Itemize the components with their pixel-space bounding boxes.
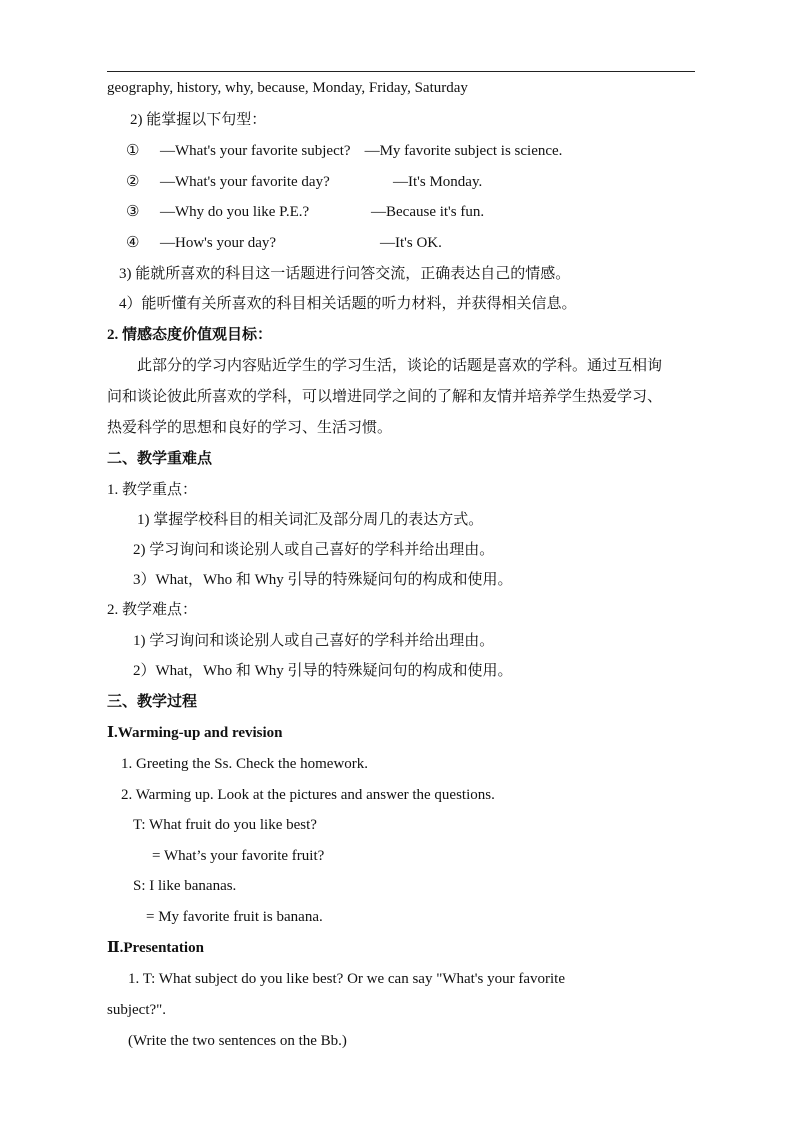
dialog-line-3: S: I like bananas. bbox=[133, 878, 237, 894]
pattern-answer: —My favorite subject is science. bbox=[364, 143, 563, 159]
goal-2-title: 2. 情感态度价值观目标： bbox=[107, 327, 273, 343]
pattern-number: ③ bbox=[126, 204, 140, 220]
difficult-point-2: 2）What，Who 和 Why 引导的特殊疑问句的构成和使用。 bbox=[133, 663, 513, 679]
vocab-line: geography, history, why, because, Monday, Friday, Saturday bbox=[107, 80, 468, 96]
pattern-number: ④ bbox=[126, 235, 140, 251]
pattern-number: ① bbox=[126, 143, 140, 159]
pattern-answer: —Because it's fun. bbox=[371, 204, 485, 220]
pattern-answer: —It's OK. bbox=[380, 235, 442, 251]
header-rule bbox=[107, 71, 695, 72]
goal-2-paragraph-line-2: 问和谈论彼此所喜欢的学科，可以增进同学之间的了解和友情并培养学生热爱学习、 bbox=[107, 389, 663, 405]
dialog-line-4: = My favorite fruit is banana. bbox=[146, 909, 323, 925]
pattern-question: —What's your favorite day? bbox=[160, 174, 330, 190]
pattern-4 bbox=[126, 233, 442, 253]
objective-2-heading: 2) 能掌握以下句型： bbox=[130, 112, 267, 128]
pattern-question: —What's your favorite subject? bbox=[160, 143, 351, 159]
part-1-item-2: 2. Warming up. Look at the pictures and answer the questions. bbox=[121, 787, 495, 803]
objective-4: 4）能听懂有关所喜欢的科目相关话题的听力材料，并获得相关信息。 bbox=[119, 296, 577, 312]
key-point-2: 2) 学习询问和谈论别人或自己喜好的学科并给出理由。 bbox=[133, 542, 495, 558]
pattern-1 bbox=[126, 141, 562, 161]
key-point-3: 3）What，Who 和 Why 引导的特殊疑问句的构成和使用。 bbox=[133, 572, 513, 588]
pattern-answer: —It's Monday. bbox=[393, 174, 483, 190]
section-3-title: 三、教学过程 bbox=[107, 694, 198, 710]
section-2-title: 二、教学重难点 bbox=[107, 451, 213, 467]
goal-2-paragraph-line-1: 此部分的学习内容贴近学生的学习生活，谈论的话题是喜欢的学科。通过互相询 bbox=[137, 358, 663, 374]
part-1-title: Ⅰ.Warming-up and revision bbox=[107, 725, 283, 741]
part-2-line-1: 1. T: What subject do you like best? Or we can say "What's your favorite bbox=[128, 971, 565, 987]
key-points-title: 1. 教学重点： bbox=[107, 482, 198, 498]
objective-3: 3) 能就所喜欢的科目这一话题进行问答交流，正确表达自己的情感。 bbox=[119, 266, 571, 282]
goal-2-paragraph-line-3: 热爱科学的思想和良好的学习、生活习惯。 bbox=[107, 420, 393, 436]
part-2-line-3: (Write the two sentences on the Bb.) bbox=[128, 1033, 347, 1049]
key-point-1: 1) 掌握学校科目的相关词汇及部分周几的表达方式。 bbox=[137, 512, 484, 528]
pattern-number: ② bbox=[126, 174, 140, 190]
difficult-point-1: 1) 学习询问和谈论别人或自己喜好的学科并给出理由。 bbox=[133, 633, 495, 649]
pattern-2 bbox=[126, 172, 482, 192]
part-1-item-1: 1. Greeting the Ss. Check the homework. bbox=[121, 756, 369, 772]
pattern-question: —How's your day? bbox=[160, 235, 277, 251]
dialog-line-2: = What’s your favorite fruit? bbox=[152, 848, 325, 864]
pattern-question: —Why do you like P.E.? bbox=[160, 204, 310, 220]
pattern-3 bbox=[126, 202, 484, 222]
part-2-title: Ⅱ.Presentation bbox=[107, 940, 204, 956]
difficult-points-title: 2. 教学难点： bbox=[107, 602, 198, 618]
dialog-line-1: T: What fruit do you like best? bbox=[133, 817, 317, 833]
part-2-line-2: subject?". bbox=[107, 1002, 167, 1018]
